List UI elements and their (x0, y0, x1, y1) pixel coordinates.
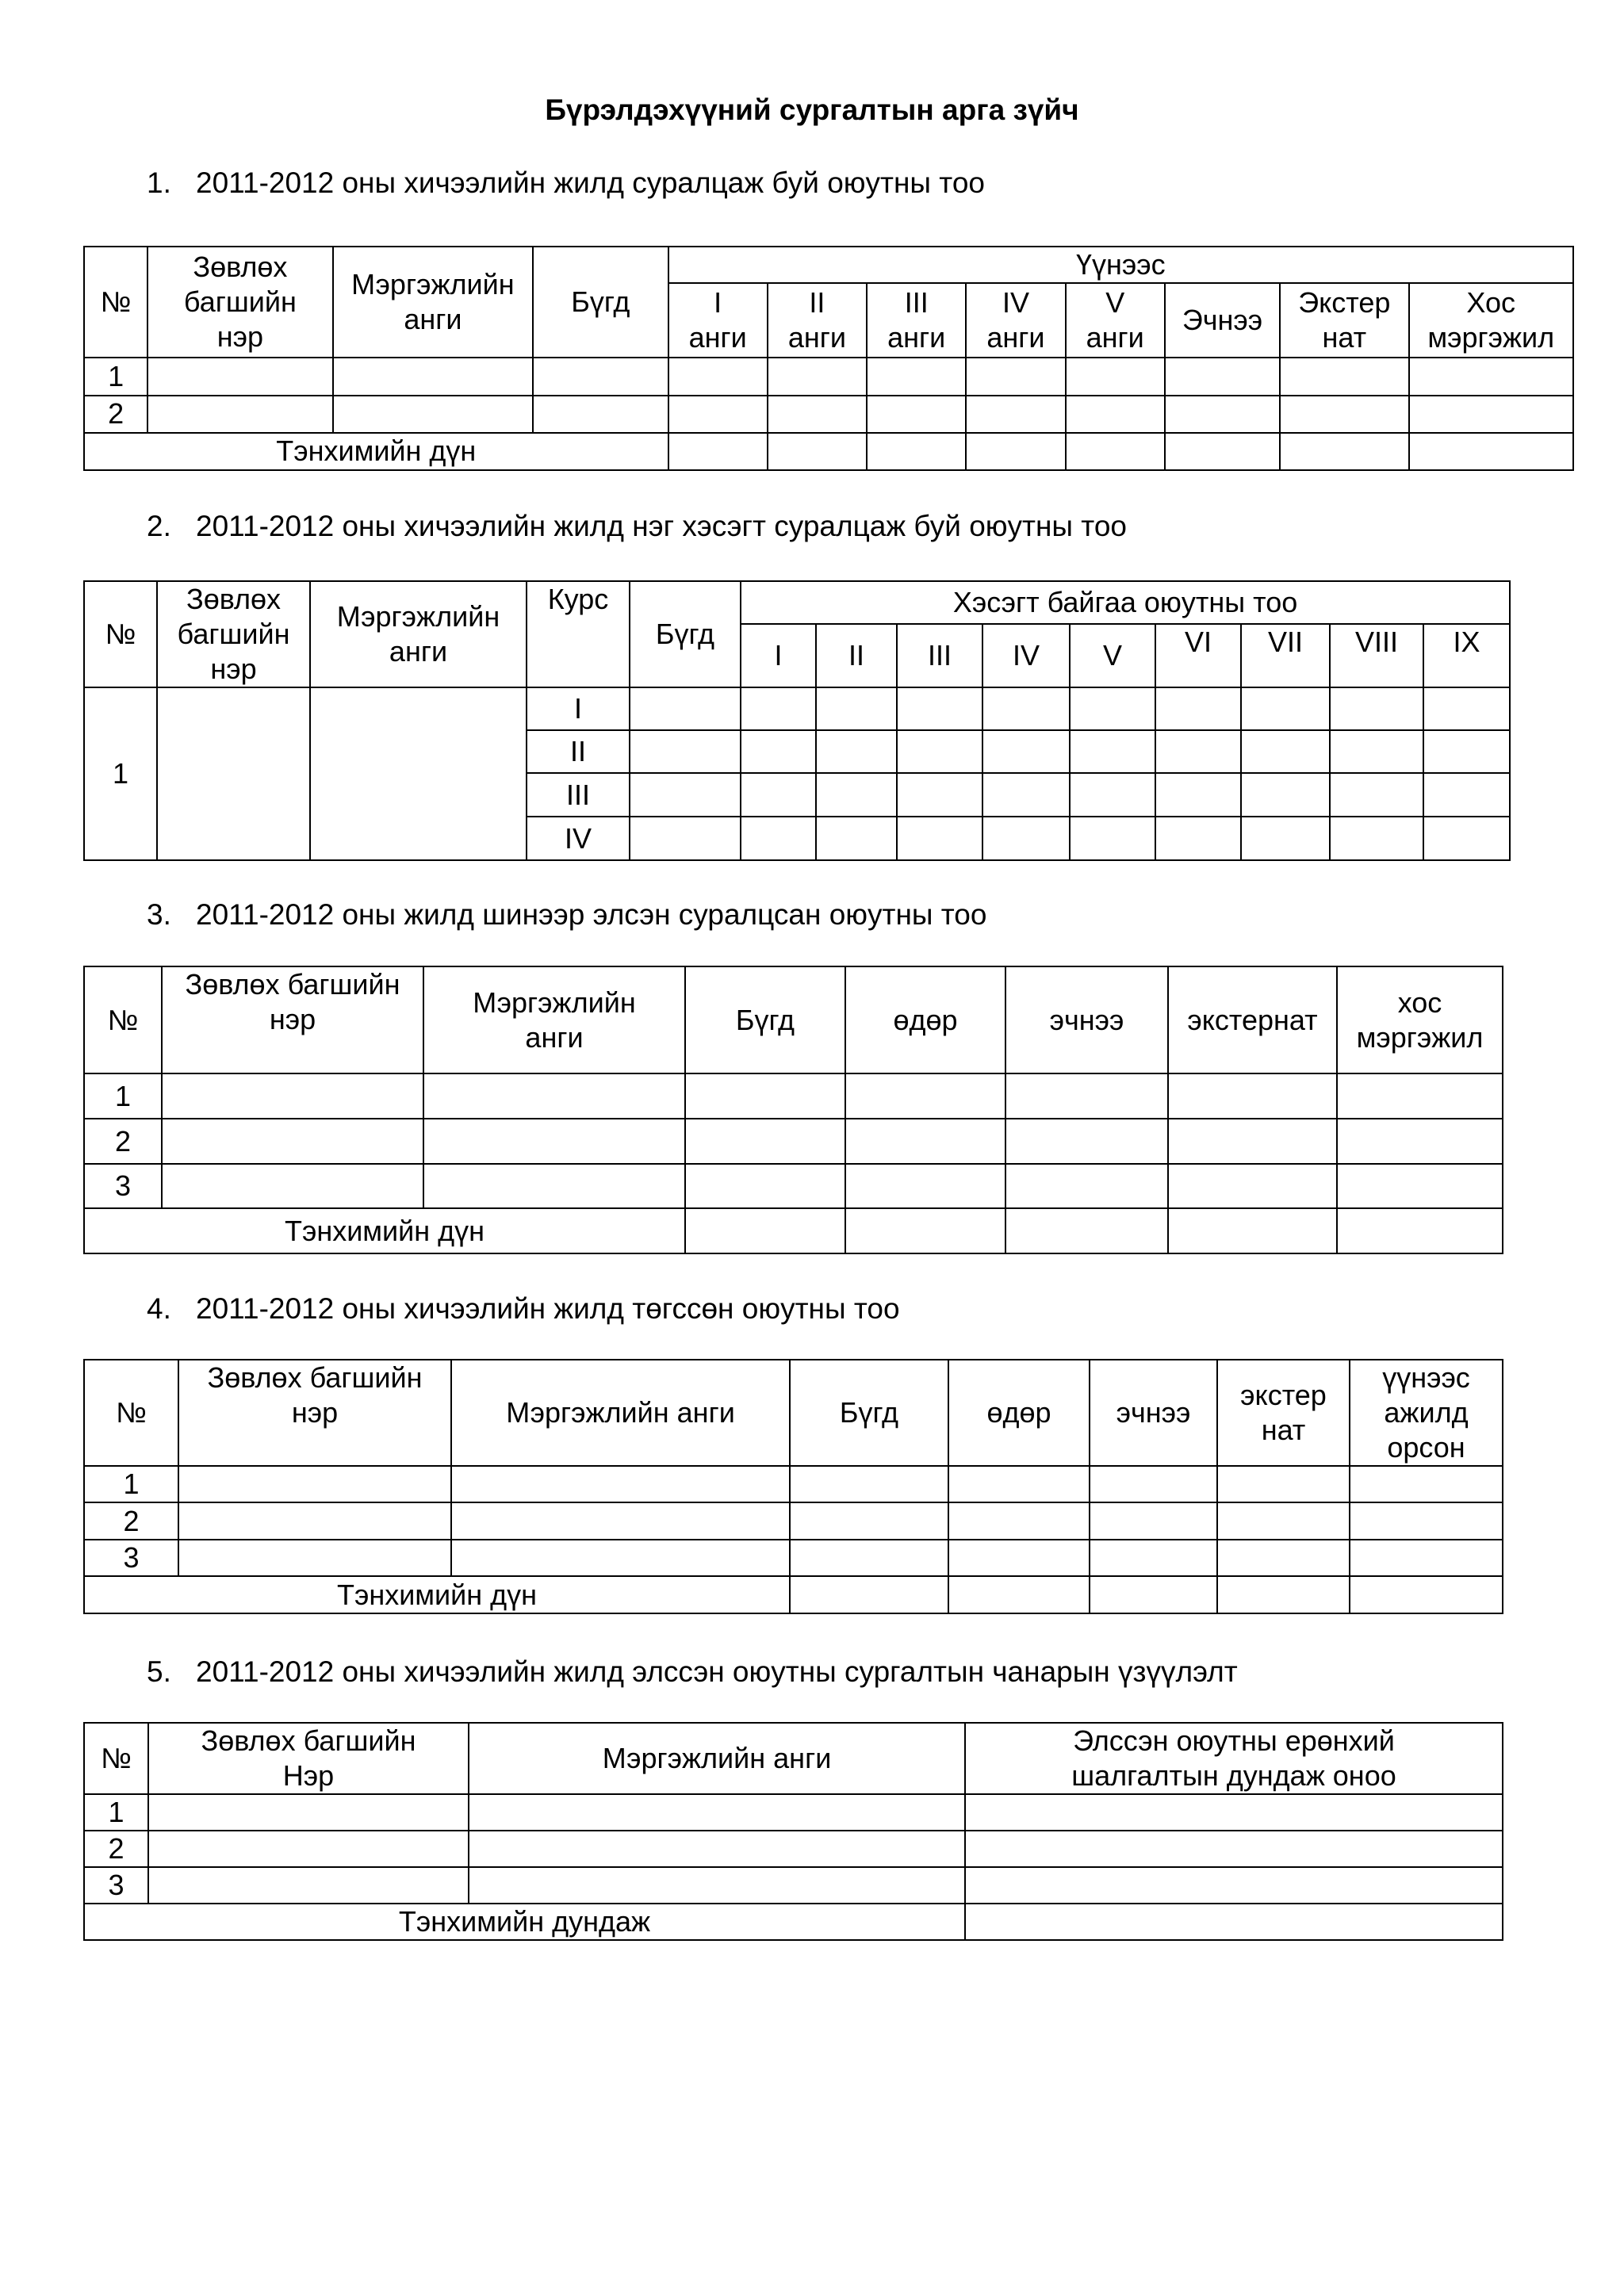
course-label: I (527, 687, 630, 730)
row-number: 2 (84, 396, 147, 433)
row-number: 3 (84, 1164, 162, 1208)
header-class-3: III анги (867, 283, 966, 358)
row-number: 1 (84, 358, 147, 395)
table-footer-row (84, 1208, 1503, 1253)
table-3-newly-enrolled (83, 966, 1503, 1254)
header-major: Мэргэжлийн анги (423, 966, 685, 1073)
header-extramural: эчнээ (1090, 1360, 1217, 1466)
row-number: 1 (84, 1794, 148, 1831)
row-number: 3 (84, 1540, 178, 1576)
row-number: 1 (84, 1466, 178, 1502)
header-class-5: V анги (1066, 283, 1165, 358)
section-1-number: 1. (147, 166, 171, 199)
header-extramural: Эчнээ (1165, 283, 1280, 358)
header-advisor: Зөвлөх багшийн нэр (157, 581, 310, 687)
department-total-label: Тэнхимийн дүн (84, 1576, 790, 1613)
row-number: 2 (84, 1831, 148, 1867)
table-4-graduated (83, 1359, 1503, 1614)
section-5-heading (147, 1655, 1238, 1689)
header-advisor: Зөвлөх багшийн нэр (178, 1360, 451, 1466)
header-double-major: Хос мэргэжил (1409, 283, 1574, 358)
course-label: II (527, 730, 630, 773)
header-no: № (84, 1360, 178, 1466)
table-footer-row (84, 1576, 1503, 1613)
department-total-label: Тэнхимийн дүн (84, 1208, 685, 1253)
section-4-number: 4. (147, 1292, 171, 1325)
header-no: № (84, 247, 147, 358)
section-1-title: 2011-2012 оны хичээлийн жилд суралцаж буй оюутны тоо (196, 166, 985, 199)
table-5-admission-quality (83, 1722, 1503, 1941)
table-row (84, 1867, 1503, 1904)
header-section-6: VI (1155, 624, 1241, 687)
document-title: Бүрэлдэхүүний сургалтын арга зүйч (545, 94, 1079, 126)
section-2-title: 2011-2012 оны хичээлийн жилд нэг хэсэгт суралцаж буй оюутны тоо (196, 510, 1127, 542)
header-group-of-which: Үүнээс (668, 247, 1573, 283)
header-class-4: IV анги (966, 283, 1065, 358)
header-average-score: Элссэн оюутны ерөнхий шалгалтын дундаж оноо (965, 1723, 1503, 1794)
header-section-7: VII (1241, 624, 1330, 687)
table-1-enrolled-students (83, 246, 1574, 471)
header-group-students-in-section: Хэсэгт байгаа оюутны тоо (741, 581, 1510, 624)
table-row (84, 1164, 1503, 1208)
section-3-heading (147, 898, 986, 932)
header-section-5: V (1070, 624, 1155, 687)
section-2-number: 2. (147, 510, 171, 542)
header-section-2: II (816, 624, 897, 687)
header-section-8: VIII (1330, 624, 1423, 687)
header-employed: үүнээс ажилд орсон (1350, 1360, 1503, 1466)
table-row (84, 396, 1573, 433)
section-3-title: 2011-2012 оны жилд шинээр элсэн суралцсан оюутны тоо (196, 898, 987, 931)
section-3-number: 3. (147, 898, 171, 931)
section-1-heading (147, 166, 985, 200)
header-total: Бүгд (790, 1360, 948, 1466)
section-4-heading (147, 1292, 900, 1326)
table-footer-row (84, 433, 1573, 470)
header-day: өдөр (948, 1360, 1090, 1466)
header-no: № (84, 1723, 148, 1794)
header-total: Бүгд (685, 966, 845, 1073)
header-double-major: хос мэргэжил (1337, 966, 1503, 1073)
section-2-heading (147, 510, 1127, 543)
header-advisor: Зөвлөх багшийн нэр (147, 247, 332, 358)
header-major: Мэргэжлийн анги (333, 247, 534, 358)
table-row (84, 1466, 1503, 1502)
department-average-label: Тэнхимийн дундаж (84, 1904, 965, 1940)
header-major: Мэргэжлийн анги (451, 1360, 790, 1466)
row-number: 2 (84, 1119, 162, 1164)
row-number: 1 (84, 1073, 162, 1119)
table-2-students-per-section (83, 580, 1511, 861)
table-row (84, 1502, 1503, 1540)
table-footer-row (84, 1904, 1503, 1940)
header-external: экстер нат (1217, 1360, 1350, 1466)
header-major: Мэргэжлийн анги (469, 1723, 965, 1794)
header-advisor: Зөвлөх багшийн нэр (162, 966, 423, 1073)
header-day: өдөр (845, 966, 1005, 1073)
table-row (84, 1831, 1503, 1867)
department-total-label: Тэнхимийн дүн (84, 433, 668, 470)
header-extramural: эчнээ (1005, 966, 1168, 1073)
table-row (84, 1119, 1503, 1164)
section-5-number: 5. (147, 1655, 171, 1688)
header-section-1: I (741, 624, 816, 687)
header-advisor: Зөвлөх багшийн Нэр (148, 1723, 469, 1794)
header-course: Курс (527, 581, 630, 687)
table-row (84, 687, 1510, 730)
row-number: 2 (84, 1502, 178, 1540)
header-section-3: III (897, 624, 982, 687)
header-external: экстернат (1168, 966, 1337, 1073)
header-no: № (84, 581, 157, 687)
table-row (84, 1540, 1503, 1576)
header-total: Бүгд (533, 247, 668, 358)
table-row (84, 358, 1573, 395)
header-section-4: IV (982, 624, 1070, 687)
table-row (84, 1073, 1503, 1119)
header-total: Бүгд (630, 581, 741, 687)
header-external: Экстер нат (1280, 283, 1408, 358)
section-4-title: 2011-2012 оны хичээлийн жилд төгссөн оюутны тоо (196, 1292, 900, 1325)
course-label: III (527, 773, 630, 817)
header-class-1: I анги (668, 283, 768, 358)
row-number: 3 (84, 1867, 148, 1904)
header-class-2: II анги (768, 283, 867, 358)
row-number: 1 (84, 687, 157, 860)
header-major: Мэргэжлийн анги (310, 581, 527, 687)
section-5-title: 2011-2012 оны хичээлийн жилд элссэн оюутны сургалтын чанарын үзүүлэлт (196, 1655, 1238, 1688)
table-row (84, 1794, 1503, 1831)
header-section-9: IX (1423, 624, 1510, 687)
header-no: № (84, 966, 162, 1073)
course-label: IV (527, 817, 630, 860)
